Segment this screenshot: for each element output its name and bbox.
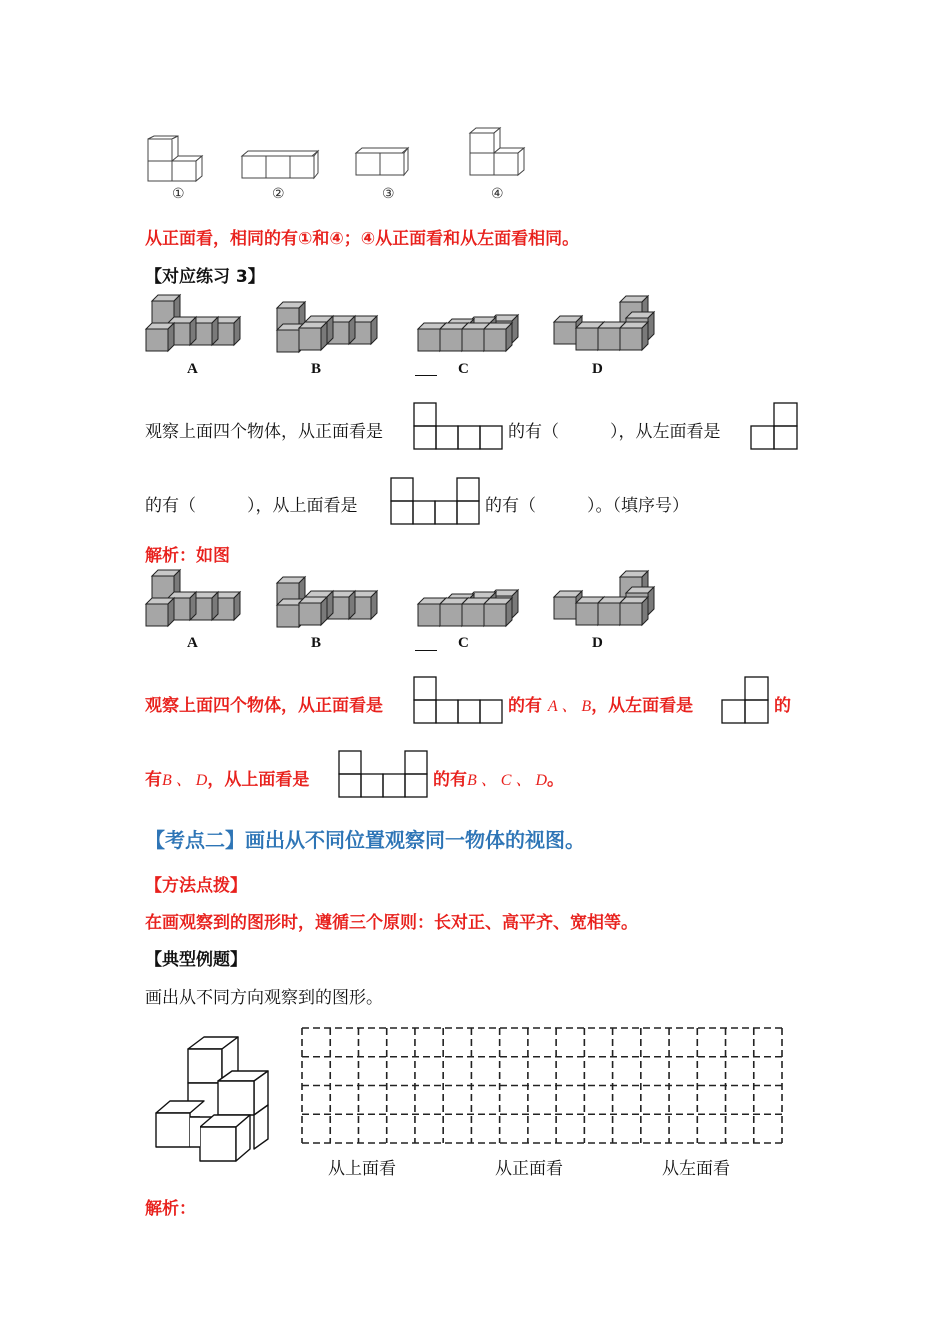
- figure-label-b: B: [311, 361, 322, 377]
- analysis-part-5: [433, 765, 564, 790]
- analysis-text-left: ，从左面看是: [591, 696, 694, 716]
- exercise3-title: 【对应练习 3】: [145, 267, 265, 287]
- front-view-shape-2: [413, 676, 505, 724]
- analysis-answer-front: A 、 B: [547, 698, 592, 715]
- analysis-part-1: 观察上面四个物体，从正面看是: [145, 696, 383, 716]
- question-part-2: 的有（ ），从左面看是: [508, 422, 721, 442]
- gray-figure-d-2: [554, 571, 659, 633]
- figure-label-a: A: [187, 361, 198, 377]
- underline-mark-2: [415, 650, 437, 651]
- analysis-text-has: 的有: [508, 696, 542, 716]
- figure-label-b-2: B: [311, 635, 322, 651]
- example-text: 画出从不同方向观察到的图形。: [145, 988, 383, 1008]
- gray-figure-c: [418, 315, 523, 357]
- gray-figure-a: [146, 295, 246, 357]
- analysis-part-4: [145, 765, 309, 790]
- analysis-answer-left: B 、 D: [162, 772, 208, 789]
- analysis-text-top: ，从上面看是: [207, 770, 310, 790]
- analysis-text-has3: 的有: [433, 770, 467, 790]
- analysis2-title: 解析：: [145, 1199, 196, 1219]
- figure-label-c-2: C: [458, 635, 469, 651]
- left-view-shape: [750, 402, 800, 450]
- cube-figure-1: [145, 135, 210, 185]
- cube-figure-4: [467, 125, 527, 185]
- stacked-cube-figure: [150, 1035, 275, 1165]
- example-title: 【典型例题】: [145, 950, 247, 970]
- figure-label-c: C: [458, 361, 469, 377]
- figure-label-d: D: [592, 361, 603, 377]
- analysis-part-3: 的: [774, 696, 791, 716]
- gray-figure-b: [277, 300, 382, 358]
- figure-label-d-2: D: [592, 635, 603, 651]
- figure-label-a-2: A: [187, 635, 198, 651]
- figure-2-label: ②: [272, 186, 285, 202]
- view-label-top: 从上面看: [328, 1159, 396, 1179]
- answer-line: 从正面看，相同的有①和④；④从正面看和从左面看相同。: [145, 229, 580, 249]
- cube-figure-3: [354, 145, 414, 180]
- analysis-answer-top: B 、 C 、 D: [467, 772, 548, 789]
- figure-1-label: ①: [172, 186, 185, 202]
- dashed-drawing-grid: [301, 1027, 783, 1144]
- point2-heading: 【考点二】画出从不同位置观察同一物体的视图。: [145, 828, 585, 852]
- view-label-front: 从正面看: [495, 1159, 563, 1179]
- question-part-1: 观察上面四个物体，从正面看是: [145, 422, 383, 442]
- gray-figure-c-2: [418, 590, 523, 632]
- left-view-shape-2: [721, 676, 771, 724]
- gray-figure-d: [554, 296, 659, 358]
- analysis-part-2: [508, 691, 693, 716]
- question-part-3: 的有（ ），从上面看是: [145, 496, 358, 516]
- method-text: 在画观察到的图形时，遵循三个原则：长对正、高平齐、宽相等。: [145, 913, 638, 933]
- underline-mark: [415, 375, 437, 376]
- view-label-left: 从左面看: [662, 1159, 730, 1179]
- cube-figure-2: [240, 148, 320, 183]
- analysis-text-has2: 有: [145, 770, 162, 790]
- figure-4-label: ④: [491, 186, 504, 202]
- method-title: 【方法点拨】: [145, 876, 247, 896]
- front-view-shape: [413, 402, 505, 450]
- question-part-4: 的有（ ）。（填序号）: [485, 496, 689, 516]
- top-view-shape-2: [338, 750, 430, 798]
- gray-figure-b-2: [277, 575, 382, 633]
- figure-3-label: ③: [382, 186, 395, 202]
- analysis-text-end: 。: [547, 770, 565, 790]
- analysis1-title: 解析：如图: [145, 546, 230, 566]
- top-view-shape: [390, 477, 482, 525]
- gray-figure-a-2: [146, 570, 246, 632]
